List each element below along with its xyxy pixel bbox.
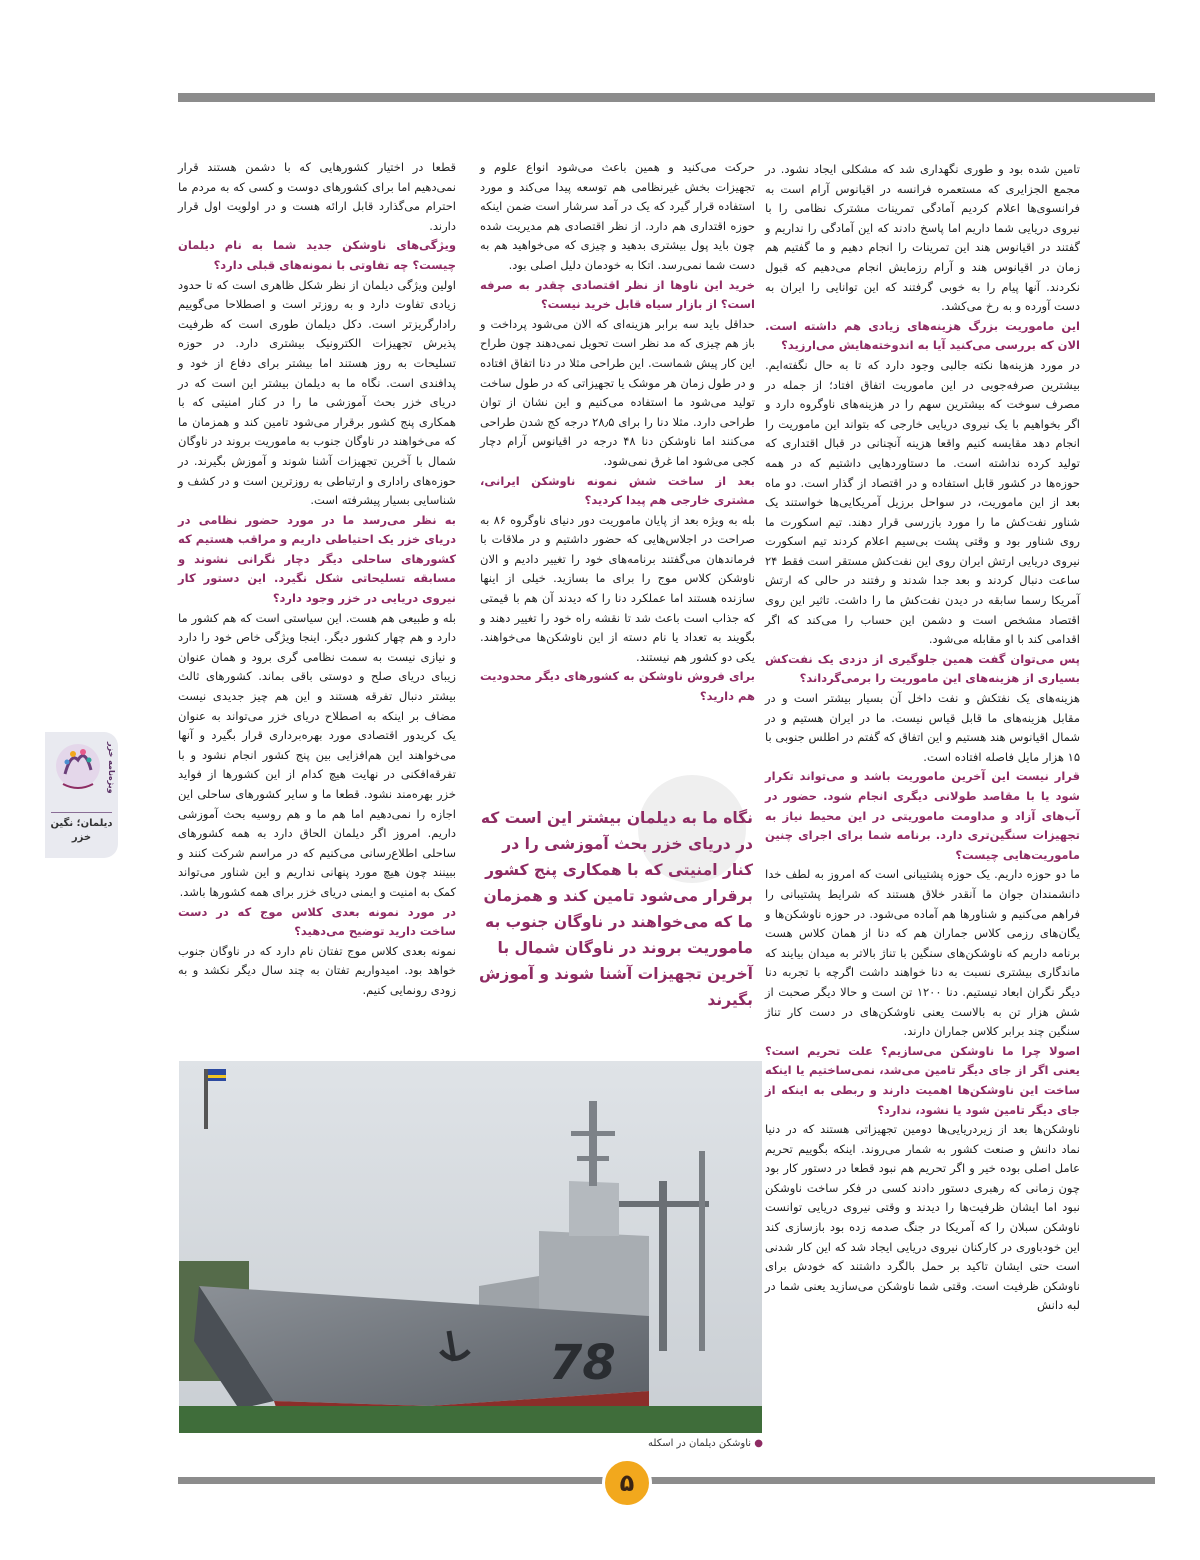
interview-answer: نمونه بعدی کلاس موج تفتان نام دارد که در ناوگان جنوب خواهد بود. امیدواریم تفتان به چند سال دیگر نکشد و به زودی رونمایی کنیم. <box>178 943 456 997</box>
page-number: ۵ <box>602 1458 652 1508</box>
article-column-left <box>178 158 456 1001</box>
pull-quote <box>470 775 770 1025</box>
photo-caption-text: ناوشکن دیلمان در اسکله <box>648 1438 752 1449</box>
interview-answer: هزینه‌های یک نفتکش و نفت داخل آن بسیار بیشتر است و در مقابل هزینه‌های ما قابل قیاس نیست. ما در ایران هستیم و در شمال اقیانوس هند هستیم و این اتفاق که گفتم در اطلس جنوبی با ۱۵ هزار مایل فاصله افتاده است. <box>765 691 1080 764</box>
supplement-logo-icon <box>53 740 103 802</box>
interview-answer: بله به ویژه بعد از پایان ماموریت دور دنیای ناوگروه ۸۶ به صراحت در اجلاس‌هایی که حضور داشتیم و در ملاقات با فرماندهان می‌گفتند برنامه‌های خود را تغییر دادیم و الان ناوشکن کلاس موج را برای ما بسازید. خیلی از اینها سازنده هستند اما عملکرد دنا را که دیدند آن هم با قیمتی که جذاب است باعث شد تا نقشه راه خود را تغییر دهند و بگویند به تعداد یا نام دسته از این ناوشکن‌ها می‌خواهند. یکی دو کشور هم نیستند. <box>480 512 755 664</box>
interview-answer: تامین شده بود و طوری نگهداری شد که مشکلی ایجاد نشود. در مجمع الجزایری که مستعمره فرانسه در اقیانوس آرام است به فرانسوی‌ها اعلام کردیم آمادگی تمرینات مشترک نظامی را با نیروی دریایی شما داریم اما پاسخ دادند که این آمادگی را نداریم و گفتند در اقیانوس هند این تمرینات را انجام دهیم و ما گفتیم هم زمان در اقیانوس هند و آرام رزمایش انجام می‌دهیم که قبول نکردند. آنها پیام را به خوبی گرفتند که این توانایی را ایران به دست آورده و به رخ می‌کشد. <box>765 162 1080 314</box>
top-rule <box>178 93 1155 102</box>
destroyer-photo <box>179 1061 762 1433</box>
interview-question: پس می‌توان گفت همین جلوگیری از دزدی یک نفت‌کش بسیاری از هزینه‌های این ماموریت را برمی‌گرداند؟ <box>765 651 1080 686</box>
article-column-middle <box>480 158 755 707</box>
interview-question: در مورد نمونه بعدی کلاس موج که در دست ساخت دارید توضیح می‌دهید؟ <box>178 904 456 939</box>
section-side-tab <box>45 732 118 858</box>
interview-answer: اولین ویژگی دیلمان از نظر شکل ظاهری است که تا حدود زیادی تفاوت دارد و به روزتر است و اصطلاحا می‌گوییم رادارگریزتر است. دکل دیلمان طوری است که ظرفیت پذیرش تجهیزات الکترونیک بیشتری دارد. در حوزه تسلیحات به روز هستند اما بیشتر برای دفاع از خود و پدافندی است. نگاه ما به دیلمان بیشتر این است که در دریای خزر بحث آموزشی ما را در کنار امنیتی که با همکاری پنج کشور برقرار می‌شود تامین کند و همزمان ما که می‌خواهند در ناوگان جنوب به ماموریت بروند در ناوگان شمال با آخرین تجهیزات آشنا شوند و آموزش بگیرند. در حوزه‌های راداری و ارتباطی به روزترین است و در کشف و شناسایی بسیار پیشرفته است. <box>178 277 456 508</box>
interview-question: خرید این ناوها از نظر اقتصادی چقدر به صرفه است؟ از بازار سیاه قابل خرید نیست؟ <box>480 277 755 312</box>
interview-answer: حرکت می‌کنید و همین باعث می‌شود انواع علوم و تجهیزات بخش غیرنظامی هم توسعه پیدا می‌کند و مورد استفاده قرار گیرد که یک در آمد سرشار است ضمن اینکه حوزه اقتداری هم دارد. از نظر اقتصادی هم مدیریت شده چون باید پول بیشتری بدهید و چیزی که می‌خواهید هم به دست شما نمی‌رسد. اتکا به خودمان دلیل اصلی بود. <box>480 160 755 272</box>
interview-question: به نظر می‌رسد ما در مورد حضور نظامی در دریای خزر یک احتیاطی داریم و مراقب هستیم که کشورهای ساحلی دیگر دچار نگرانی نشوند و مسابقه تسلیحاتی شکل نگیرد. این دستور کار نیروی دریایی در خزر وجود دارد؟ <box>178 512 456 606</box>
hull-number: 78 <box>549 1335 616 1391</box>
interview-answer: قطعا در اختیار کشورهایی که با دشمن هستند قرار نمی‌دهیم اما برای کشورهای دوست و کسی که به مردم ما احترام می‌گذارد قابل ارائه هست و در اولویت اول قرار دارند. <box>178 160 456 233</box>
bottom-rule <box>178 1477 1155 1484</box>
side-tab-divider <box>51 812 112 813</box>
supplement-label: ویژه‌نامه خزر <box>107 742 116 794</box>
interview-question: ویژگی‌های ناوشکن جدید شما به نام دیلمان چیست؟ چه تفاوتی با نمونه‌های قبلی دارد؟ <box>178 238 456 272</box>
interview-question: اصولا چرا ما ناوشکن می‌سازیم؟ علت تحریم است؟ یعنی اگر از جای دیگر تامین می‌شد، نمی‌ساختیم یا اینکه ساخت این ناوشکن‌ها اهمیت دارند و ربطی به اینکه از جای دیگر تامین شود یا نشود، ندارد؟ <box>765 1043 1080 1117</box>
photo-caption <box>648 1438 763 1449</box>
interview-answer: بله و طبیعی هم هست. این سیاستی است که هم کشور ما دارد و هم چهار کشور دیگر. اینجا ویژگی خاص خود را دارد و نیازی نیست به سمت نظامی گری برود و همان عنوان زیبای دریای صلح و دوستی باقی بماند. کشورهای ثالث بیشتر دنبال تفرقه هستند و این هم چیز جدیدی نیست مضاف بر اینکه به اصطلاح دریای خزر می‌تواند به عنوان یک کریدور اقتصادی مورد بهره‌برداری قرار بگیرد و آنها می‌خواهند این هم‌افزایی بین پنج کشور انجام نشود و با تفرقه‌افکنی در نهایت هیچ کدام از این کشورها از فواید خزر بهره‌مند نشود. قطعا ما و سایر کشورهای ساحلی این اجازه را نمی‌دهیم اما هم ما و هم روسیه بحث آموزشی داریم. امروز اگر دیلمان الحاق دارد به همه کشورهای ساحلی اطلاع‌رسانی می‌کنیم که در مراسم شرکت کنند و ببینند چون هیچ مورد پنهانی نداریم و این شناور می‌تواند کمک به امنیت و ایمنی دریای خزر برای همه کشورها باشد. <box>178 610 456 899</box>
interview-answer: ما دو حوزه داریم. یک حوزه پشتیبانی است که امروز به لطف خدا دانشمندان جوان ما آنقدر خلاق هستند که شرایط پشتیبانی را فراهم می‌کنیم و شناورها هم آماده می‌شود. در حوزه ناوشکن‌ها و یگان‌های رزمی کلاس جماران هم که دنا از همان کلاس هست برنامه داریم که ناوشکن‌های سنگین با تناژ بالاتر به میدان بیایند که ماندگاری بیشتری نسبت به دنا خواهند داشت اگرچه با تجربه دنا دیگر نگران ابعاد نیستیم. دنا ۱۲۰۰ تن است و حالا دیگر صحبت از شش هزار تن به بالاست یعنی ناوشکن‌های در دست کار تناژ سنگین چند برابر کلاس جماران دارند. <box>765 867 1081 1039</box>
interview-question: برای فروش ناوشکن به کشورهای دیگر محدودیت هم دارید؟ <box>480 669 755 704</box>
article-column-right <box>765 160 1080 1316</box>
interview-question: قرار نیست این آخرین ماموریت باشد و می‌تواند تکرار شود یا با مقاصد طولانی دیگری انجام شود. حضور در آب‌های آزاد و مداومت ماموریتی در این محیط نیاز به تجهیزات سنگین‌تری دارد. برنامه شما برای اجرای چنین ماموریت‌هایی چیست؟ <box>765 769 1080 862</box>
interview-answer: حداقل باید سه برابر هزینه‌ای که الان می‌شود پرداخت و باز هم چیزی که مد نظر است تحویل نمی‌دهند چون طراح این کار پیش شماست. این طراحی مثلا در دنا اتفاق افتاده و در طول زمان هر موشک یا تجهیزاتی که در طول ساخت تولید می‌شود ما استفاده می‌کنیم و این نشان از توان طراحی دارد. مثلا دنا را برای ۲۸٫۵ درجه کج شدن طراحی می‌کنند اما ناوشکن دنا ۴۸ درجه در اقیانوس آرام دچار کجی می‌شود اما غرق نمی‌شود. <box>480 316 755 468</box>
section-title: دیلمان؛ نگین خزر <box>50 818 113 843</box>
caption-bullet-icon: ● <box>754 1438 763 1449</box>
interview-answer: ناوشکن‌ها بعد از زیردریایی‌ها دومین تجهیزاتی هستند که در دنیا نماد دانش و صنعت کشور به شمار می‌روند. اینکه بگوییم تحریم عامل اصلی بوده خیر و اگر تحریم هم نبود قطعا در دستور کار بود چون زمانی که رهبری دستور دادند کسی در فکر ساخت ناوشکن نبود اما ایشان ظرفیت‌ها را دیدند و وقتی نیروی دریایی توانست ناوشکن سبلان را که آمریکا در جنگ صدمه زده بود بازسازی کند این خودباوری در کارکنان نیروی دریایی ایجاد شد که این کار شدنی است حتی ایشان تاکید بر حمل بالگرد داشتند که خودش برای ناوشکن ظرفیت است. وقتی شما ناوشکن می‌سازید یعنی شما در لبه دانش <box>765 1122 1080 1313</box>
interview-question: این ماموریت بزرگ هزینه‌های زیادی هم داشته است. الان که بررسی می‌کنید آیا به اندوخته‌هایش می‌ارزید؟ <box>765 318 1080 353</box>
interview-question: بعد از ساخت شش نمونه ناوشکن ایرانی، مشتری خارجی هم پیدا کردید؟ <box>480 473 755 508</box>
pull-quote-text: نگاه ما به دیلمان بیشتر این است که در دریای خزر بحث آموزشی را در کنار امنیتی که با همکاری پنج کشور برقرار می‌شود تامین کند و همزمان ما که می‌خواهند در ناوگان جنوب به ماموریت بروند در ناوگان شمال با آخرین تجهیزات آشنا شوند و آموزش بگیرند <box>479 809 753 1009</box>
interview-answer: در مورد هزینه‌ها نکته جالبی وجود دارد که تا به حال نگفته‌ایم. بیشترین صرفه‌جویی در این ماموریت اتفاق افتاد؛ از جمله در مصرف سوخت که بیشترین سهم را در هزینه‌های ناوگروه دارد و اگر بخواهیم با یک نیروی دریایی خارجی که بتواند این ماموریت را انجام دهد مقایسه کنیم واقعا هزینه آنچنانی در قبال اقتداری که تولید کرده نداشته است. ما دستاوردهایی داشتیم که در همه حوزه‌ها در کشور قابل استفاده و در اقتصاد از گذار است. دو ماه بعد از این ماموریت، در سواحل برزیل آمریکایی‌ها خواستند یک شناور نفت‌کش ما را مورد بازرسی قرار دهند. تیم اسکورت ما روی شناور بود و وقتی پشت بی‌سیم اعلام کردند تیم اسکورت نیروی دریایی ارتش ایران روی این نفت‌کش مستقر است فقط ۲۴ ساعت دنبال کردند و بعد جدا شدند و رفتند در حالی که ارتش آمریکا رسما سابقه در دیدن نفت‌کش ما را داشت. تاثیر این روی اقتصاد مشخص است و دشمن این حساب را می‌کند که اگر اقدامی کند با او مقابله می‌شود. <box>765 357 1080 647</box>
